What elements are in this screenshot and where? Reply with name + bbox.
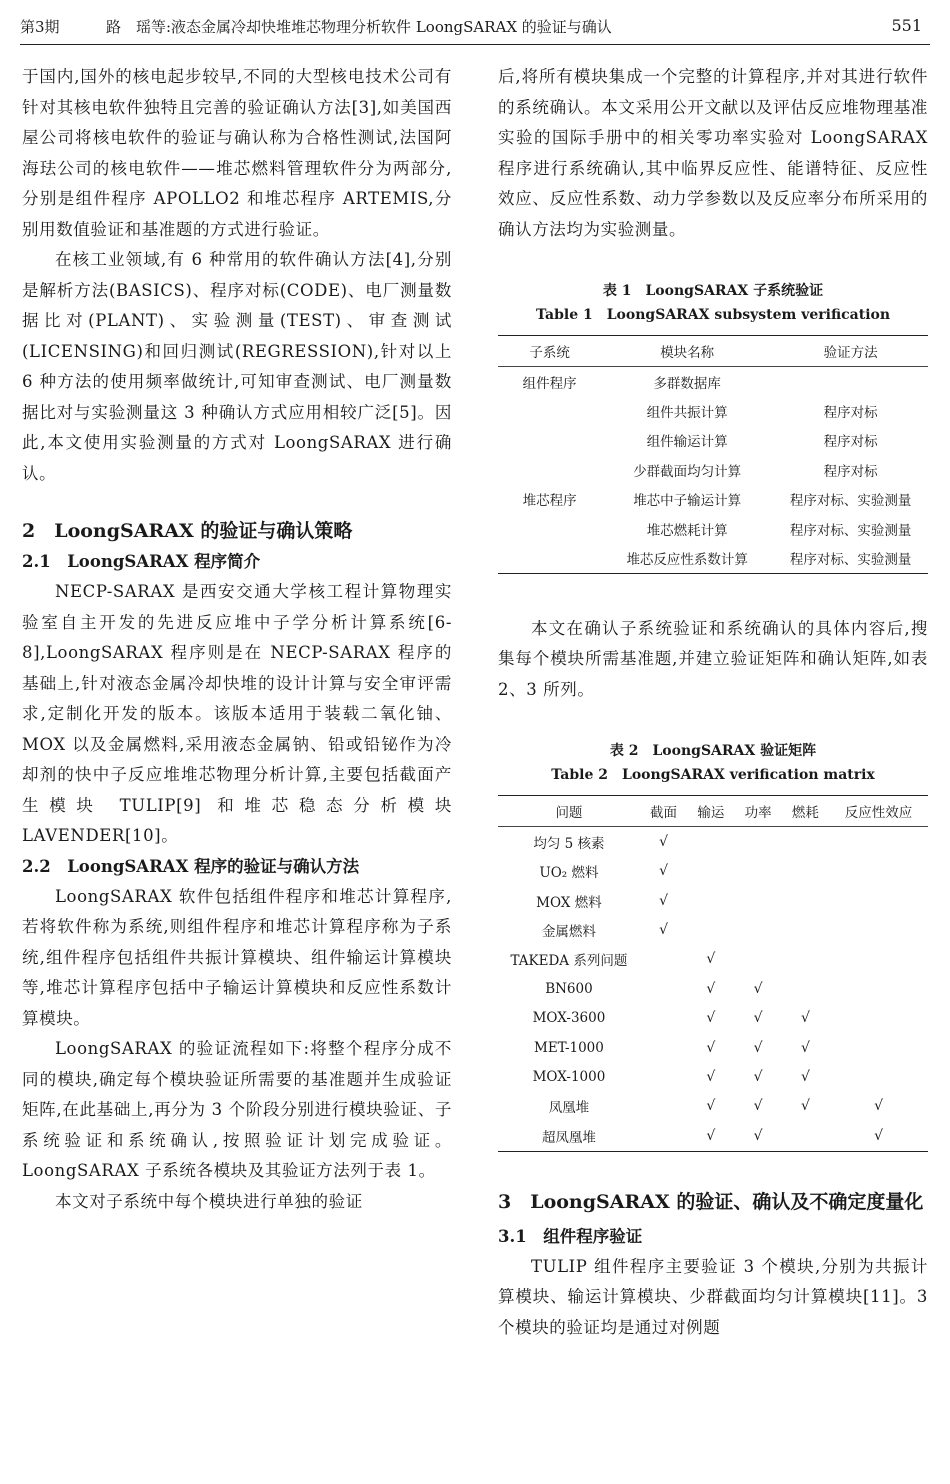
check-cell <box>782 1121 829 1151</box>
paragraph-vv-process: LoongSARAX 的验证流程如下:将整个程序分成不同的模块,确定每个模块验证所需要的基准题并生成验证矩阵,在此基础上,再分为 3 个阶段分别进行模块验证、子系统验证和系统确认,按照验证计划完成验证。LoongSARAX 子系统各模块及其验证方法列于表 1。 <box>22 1039 452 1180</box>
check-cell <box>640 1092 687 1121</box>
table-cell: 组件共振计算 <box>646 405 728 422</box>
check-cell <box>687 857 734 886</box>
check-cell <box>687 915 734 944</box>
table2-header-cell: 功率 <box>734 796 781 827</box>
check-cell <box>829 886 928 915</box>
table2-header-cell: 截面 <box>640 796 687 827</box>
check-cell <box>640 1004 687 1033</box>
check-cell: √ <box>706 1098 716 1115</box>
table-cell: 组件程序 <box>522 375 577 392</box>
check-cell: √ <box>659 863 668 880</box>
paragraph-program-intro: NECP-SARAX 是西安交通大学核工程计算物理实验室自主开发的先进反应堆中子学分析计算系统[6-8],LoongSARAX 程序则是在 NECP-SARAX 程序的基础上,针对液态金属冷却快堆的设计计算与安全审评需求,定制化开发的版本。该版本适用于装载二氧化铀、MOX 以及金属燃料,采用液态金属钠、铅或铅铋作为冷却剂的快中子反应堆堆芯物理分析计算,主要包括截面产生模块 TULIP[9] 和堆芯稳态分析模块 LAVENDER[10]。 <box>22 582 452 845</box>
check-cell <box>782 915 829 944</box>
table2-header-row <box>498 796 928 827</box>
table-cell <box>498 514 601 543</box>
table-cell: 程序对标、实验测量 <box>789 522 912 539</box>
left-column <box>22 62 452 1217</box>
table-cell <box>498 455 601 484</box>
check-cell <box>734 857 781 886</box>
table-row <box>498 827 928 857</box>
subsection-heading-2-2: 2.2 LoongSARAX 程序的验证与确认方法 <box>22 856 360 876</box>
check-cell <box>829 1004 928 1033</box>
table-row <box>498 857 928 886</box>
table-row <box>498 974 928 1003</box>
table1-caption-cn: 表 1 LoongSARAX 子系统验证 <box>602 283 824 299</box>
subsection-heading-2-1: 2.1 LoongSARAX 程序简介 <box>22 552 261 571</box>
check-cell: √ <box>753 1039 763 1056</box>
check-cell: √ <box>800 1069 810 1086</box>
table1-block <box>498 279 928 574</box>
check-cell: √ <box>753 1098 763 1115</box>
section-heading-3: 3 LoongSARAX 的验证、确认及不确定度量化 <box>498 1190 924 1213</box>
table2-header-cell: 反应性效应 <box>829 796 928 827</box>
check-cell: √ <box>800 1098 810 1115</box>
check-cell: √ <box>659 833 668 850</box>
check-cell <box>829 915 928 944</box>
table-cell: 程序对标 <box>823 463 878 480</box>
paragraph-domestic-foreign: 于国内,国外的核电起步较早,不同的大型核电技术公司有针对其核电软件独特且完善的验证确认方法[3],如美国西屋公司将核电软件的验证与确认称为合格性测试,法国阿海珐公司的核电软件——堆芯燃料管理软件分为两部分,分别是组件程序 APOLLO2 和堆芯程序 ARTEMIS,分别用数值验证和基准题的方式进行验证。 <box>22 67 452 239</box>
check-cell <box>640 945 687 974</box>
check-cell: √ <box>874 1127 883 1144</box>
check-cell <box>829 827 928 857</box>
check-cell: √ <box>706 1069 716 1086</box>
table-row <box>498 886 928 915</box>
check-cell <box>782 857 829 886</box>
table-row <box>498 396 928 425</box>
check-cell: √ <box>659 922 668 939</box>
table-row <box>498 1121 928 1151</box>
check-cell: √ <box>874 1098 883 1115</box>
table2-header-cell: 燃耗 <box>782 796 829 827</box>
table-row <box>498 485 928 514</box>
problem-cell: 超凤凰堆 <box>541 1129 596 1146</box>
check-cell: √ <box>753 1010 763 1027</box>
check-cell <box>829 1062 928 1091</box>
right-column <box>498 62 928 1343</box>
table-cell: 程序对标、实验测量 <box>789 552 912 569</box>
check-cell: √ <box>659 892 668 909</box>
table-row <box>498 1092 928 1121</box>
paragraph-module-verification: 本文对子系统中每个模块进行单独的验证 <box>55 1191 363 1211</box>
table-cell: 程序对标 <box>823 434 878 451</box>
check-cell: √ <box>753 980 763 997</box>
issue-number: 第3期 <box>20 18 60 36</box>
problem-cell: BN600 <box>545 980 593 997</box>
table-cell: 堆芯中子输运计算 <box>633 493 742 510</box>
table2-caption-en: Table 2 LoongSARAX verification matrix <box>551 767 875 784</box>
paragraph-benchmark-collection: 本文在确认子系统验证和系统确认的具体内容后,搜集每个模块所需基准题,并建立验证矩阵和确认矩阵,如表 2、3 所列。 <box>498 618 928 699</box>
problem-cell: UO₂ 燃料 <box>539 865 599 882</box>
problem-cell: MOX-3600 <box>532 1010 606 1027</box>
table2-header-cell: 问题 <box>498 796 640 827</box>
table-row <box>498 455 928 484</box>
problem-cell: MET-1000 <box>534 1039 604 1056</box>
table1-header-row <box>498 336 928 367</box>
check-cell: √ <box>706 1039 716 1056</box>
running-title: 路 瑶等:液态金属冷却快堆堆芯物理分析软件 LoongSARAX 的验证与确认 <box>106 18 612 36</box>
problem-cell: 金属燃料 <box>541 924 596 941</box>
table-row <box>498 514 928 543</box>
table-cell: 程序对标、实验测量 <box>789 493 912 510</box>
table2-block <box>498 739 928 1151</box>
check-cell <box>782 827 829 857</box>
paragraph-validation-methods: 在核工业领域,有 6 种常用的软件确认方法[4],分别是解析方法(BASICS)、程序对标(CODE)、电厂测量数据比对(PLANT)、实验测量(TEST)、审查测试(LICENSING)和回归测试(REGRESSION),针对以上 6 种方法的使用频率做统计,可知审查测试、电厂测量数据比对与实验测量这 3 种确认方式应用相较广泛[5]。因此,本文使用实验测量的方式对 LoongSARAX 进行确认。 <box>22 250 452 483</box>
check-cell: √ <box>706 951 716 968</box>
table-row <box>498 915 928 944</box>
check-cell <box>782 974 829 1003</box>
table-row <box>498 945 928 974</box>
check-cell <box>829 1033 928 1062</box>
table2-body <box>498 827 928 1151</box>
table1-header-cell: 模块名称 <box>601 336 773 367</box>
check-cell: √ <box>706 1010 716 1027</box>
check-cell: √ <box>753 1069 763 1086</box>
table-cell: 少群截面均匀计算 <box>633 463 742 480</box>
header-rule <box>20 44 930 45</box>
table2-header-cell: 输运 <box>687 796 734 827</box>
check-cell <box>829 857 928 886</box>
table-row <box>498 1004 928 1033</box>
table-row <box>498 1033 928 1062</box>
check-cell <box>782 886 829 915</box>
table-cell: 堆芯程序 <box>522 493 577 510</box>
running-header <box>20 12 930 38</box>
problem-cell: 凤凰堆 <box>548 1100 590 1117</box>
table1-header-cell: 验证方法 <box>773 336 928 367</box>
paragraph-tulip-verification: TULIP 组件程序主要验证 3 个模块,分别为共振计算模块、输运计算模块、少群截面均匀计算模块[11]。3 个模块的验证均是通过对例题 <box>498 1256 928 1337</box>
table-cell: 程序对标 <box>823 405 878 422</box>
table-row <box>498 1062 928 1091</box>
check-cell <box>687 827 734 857</box>
table-cell <box>498 426 601 455</box>
check-cell <box>640 974 687 1003</box>
table2 <box>498 795 928 1151</box>
check-cell <box>829 974 928 1003</box>
table-cell <box>498 543 601 573</box>
problem-cell: MOX-1000 <box>532 1069 606 1086</box>
check-cell: √ <box>706 1127 716 1144</box>
check-cell <box>829 945 928 974</box>
check-cell <box>640 1033 687 1062</box>
table-cell <box>498 396 601 425</box>
problem-cell: 均匀 5 核素 <box>533 835 605 852</box>
table-cell: 组件输运计算 <box>646 434 728 451</box>
check-cell: √ <box>706 980 716 997</box>
check-cell <box>782 945 829 974</box>
table2-caption-cn: 表 2 LoongSARAX 验证矩阵 <box>609 743 817 760</box>
check-cell: √ <box>753 1127 763 1144</box>
check-cell <box>734 915 781 944</box>
check-cell: √ <box>800 1010 810 1027</box>
check-cell <box>734 886 781 915</box>
check-cell <box>640 1062 687 1091</box>
table-cell: 堆芯反应性系数计算 <box>626 552 748 569</box>
check-cell <box>734 827 781 857</box>
table1-header-cell: 子系统 <box>498 336 601 367</box>
table-row <box>498 426 928 455</box>
section-heading-2: 2 LoongSARAX 的验证与确认策略 <box>22 520 353 542</box>
table-row <box>498 367 928 397</box>
check-cell <box>640 1121 687 1151</box>
table-cell: 堆芯燃耗计算 <box>646 522 728 539</box>
table-cell: 多群数据库 <box>653 375 721 392</box>
page-number: 551 <box>891 16 922 35</box>
table-cell <box>773 367 928 397</box>
problem-cell: TAKEDA 系列问题 <box>510 953 628 970</box>
paragraph-subsystem: LoongSARAX 软件包括组件程序和堆芯计算程序,若将软件称为系统,则组件程序和堆芯计算程序称为子系统,组件程序包括组件共振计算模块、组件输运计算模块等,堆芯计算程序包括中子输运计算模块和反应性系数计算模块。 <box>22 886 452 1028</box>
problem-cell: MOX 燃料 <box>536 894 602 911</box>
check-cell <box>734 945 781 974</box>
subsection-heading-3-1: 3.1 组件程序验证 <box>498 1226 643 1246</box>
table1 <box>498 335 928 574</box>
table-row <box>498 543 928 573</box>
check-cell <box>687 886 734 915</box>
paragraph-system-validation: 后,将所有模块集成一个完整的计算程序,并对其进行软件的系统确认。本文采用公开文献以及评估反应堆物理基准实验的国际手册中的相关零功率实验对 LoongSARAX 程序进行系统确认,其中临界反应性、能谱特征、反应性效应、反应性系数、动力学参数以及反应率分布所采用的确认方法均为实验测量。 <box>498 67 928 239</box>
table1-caption-en: Table 1 LoongSARAX subsystem verification <box>535 307 891 323</box>
check-cell: √ <box>800 1039 810 1056</box>
